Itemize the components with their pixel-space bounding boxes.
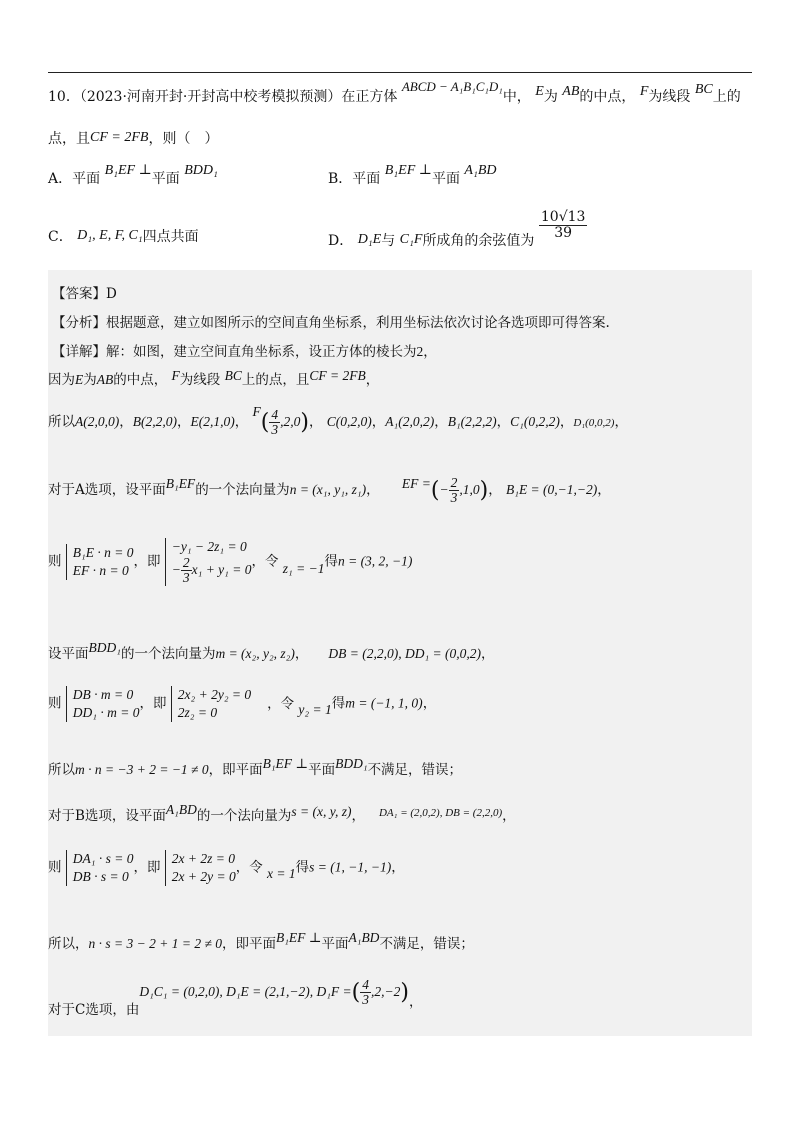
text-frag: ，即平面 [208, 762, 263, 778]
math: B₁EF ⊥ [104, 163, 152, 178]
minus: − [439, 482, 449, 498]
option-a-normal-line [48, 476, 611, 505]
math: 2 [416, 344, 424, 359]
math: C₁F [399, 232, 423, 248]
paren: ) [479, 478, 489, 504]
paren: ) [400, 980, 409, 1006]
math: x = 1 [267, 865, 296, 881]
frac [181, 556, 192, 585]
text-frag: 得 [324, 553, 338, 570]
sep: ， [614, 414, 628, 431]
sep: ， [308, 414, 323, 431]
eq: DD₁ · m = 0 [72, 705, 140, 721]
text-frag: 为线段 [648, 89, 691, 105]
fraction-denominator: 39 [554, 224, 573, 241]
math: A₁BD [464, 163, 497, 178]
math: B₁EF ⊥ [275, 930, 322, 945]
point-F-label: F [252, 404, 261, 420]
text-frag: 得 [331, 695, 346, 712]
option-b-system-line [48, 850, 405, 886]
rest: ,1,0 [459, 482, 480, 498]
math: D₁E [357, 232, 382, 248]
text-frag: 四点共面 [142, 229, 199, 245]
text-frag: ， [391, 859, 405, 876]
equation-system [165, 538, 252, 586]
option-c-line [48, 977, 423, 1019]
equation-system [66, 850, 134, 886]
math: AB [96, 372, 114, 387]
math: CF = 2FB [309, 368, 366, 383]
text-frag: 所以， [48, 936, 89, 952]
text-frag: 上的点，且 [241, 372, 310, 388]
text-frag: 中， [502, 89, 531, 105]
text-frag: 上的 [712, 89, 741, 105]
point-A: A(2,0,0) [75, 414, 120, 430]
option-c [48, 226, 199, 246]
math: B₁EF ⊥ [262, 756, 309, 771]
math: B₁EF ⊥ [384, 163, 432, 178]
math: n = (3, 2, −1) [337, 553, 413, 569]
equation-system [66, 544, 134, 580]
sep: ， [371, 414, 386, 431]
option-label: D． [328, 233, 354, 250]
text-frag: 的一个法向量为 [195, 482, 290, 499]
text-frag: ，令 [251, 553, 279, 570]
condition: CF = 2FB [90, 130, 149, 145]
text-frag: 平面 [151, 171, 180, 187]
math: DA₁ = (2,0,2), DB = (2,2,0) [378, 807, 503, 819]
text-frag: 所成角的余弦值为 [422, 233, 535, 250]
text-frag: 平面 [431, 171, 460, 187]
math: A₁BD [348, 930, 380, 945]
text-frag: 则 [48, 553, 62, 570]
text-frag: ， [294, 646, 309, 662]
rest: ,2,−2 [371, 984, 401, 1000]
eq: DB · m = 0 [72, 687, 134, 702]
sep: ， [119, 414, 133, 431]
den: 3 [450, 490, 458, 506]
math: s = (1, −1, −1) [309, 859, 392, 875]
option-label: A．平面 [48, 171, 101, 187]
text-frag: ， [481, 646, 495, 662]
text-frag: ， [351, 808, 365, 824]
cube-name: ABCD − A₁B₁C₁D₁ [401, 79, 503, 94]
text-frag: 平面 [308, 762, 336, 778]
math: s = (x, y, z) [291, 804, 352, 819]
num: 2 [182, 555, 190, 571]
text-frag: 则 [48, 695, 62, 712]
sep: ， [434, 414, 448, 431]
math-F: F [639, 84, 649, 99]
point-B1: B₁(2,2,2) [447, 414, 497, 430]
question-number: 10． [48, 89, 80, 105]
equation-system [171, 686, 251, 722]
point-C1: C₁(0,2,2) [510, 414, 560, 430]
point-D1: D₁(0,0,2) [573, 417, 615, 430]
option-a-system-line [48, 538, 412, 586]
num: 4 [362, 977, 370, 992]
text-frag: 因为 [48, 372, 75, 388]
math: m · n = −3 + 2 = −1 ≠ 0 [75, 762, 209, 777]
text-frag: 平面 [321, 936, 349, 952]
text-frag: 对于B选项，设平面 [48, 808, 166, 824]
option-b-normal-line [48, 804, 516, 824]
paren: ( [260, 410, 270, 436]
option-label: B．平面 [328, 171, 381, 187]
text-frag: ，即 [133, 553, 161, 570]
sep: ， [177, 414, 191, 431]
num: 2 [450, 475, 458, 490]
math-E: E [535, 84, 544, 99]
text-frag: ，令 [235, 859, 263, 876]
math: z₁ = −1 [282, 561, 325, 577]
den: 3 [362, 992, 370, 1008]
text-frag: 对于C选项，由 [48, 1002, 140, 1019]
text-frag: ， [365, 372, 380, 388]
fraction-numerator: 10√13 [540, 209, 586, 225]
bdd1-normal-line [48, 642, 495, 662]
point-B: B(2,2,0) [132, 414, 177, 430]
eq: x₁ + y₁ = 0 [191, 561, 252, 577]
math: DB = (2,2,0), DD₁ = (0,0,2) [328, 646, 482, 661]
question-line-1 [48, 79, 741, 106]
den: 3 [182, 570, 190, 586]
math: BC [224, 368, 242, 383]
eq: 2z₂ = 0 [177, 705, 218, 721]
sep: ， [496, 414, 511, 431]
den: 3 [271, 422, 279, 438]
coordinates-line [48, 404, 628, 438]
text-frag: 的中点， [113, 372, 168, 388]
line-because [48, 368, 379, 388]
text-frag: 所以 [48, 762, 75, 778]
math: n · s = 3 − 2 + 1 = 2 ≠ 0 [88, 936, 222, 951]
option-d [328, 209, 587, 250]
paren: ( [430, 478, 440, 504]
answer-line: 【答案】D [52, 286, 117, 302]
point-E: E(2,1,0) [190, 414, 235, 430]
text-frag: ，即 [139, 695, 167, 712]
eq: 2x₂ + 2y₂ = 0 [177, 687, 252, 702]
text-frag: 的一个法向量为 [196, 808, 292, 824]
point-A1: A₁(2,0,2) [385, 414, 435, 430]
math: n = (x₁, y₁, z₁) [289, 482, 367, 498]
vec-B1E: B₁E = (0,−1,−2) [506, 482, 598, 498]
math: A₁BD [165, 802, 197, 817]
math: D₁C₁ = (0,2,0), D₁E = (2,1,−2), D₁F = [139, 984, 352, 1000]
math: E [75, 372, 84, 387]
text-frag: 为线段 [179, 372, 221, 388]
analysis-line: 【分析】根据题意，建立如图所示的空间直角坐标系，利用坐标法依次讨论各选项即可得答案. [52, 315, 610, 331]
text-frag: ， [408, 994, 423, 1011]
math: m = (x₂, y₂, z₂) [215, 646, 295, 661]
math: B₁EF [165, 476, 196, 492]
text-frag: 不满足，错误； [367, 762, 463, 778]
text-frag: 为 [83, 372, 97, 388]
equation-system [66, 686, 140, 722]
text-frag: ， [366, 482, 380, 499]
text-frag: 点，且 [48, 131, 90, 147]
text-frag: 的中点， [579, 89, 636, 105]
paren: ) [300, 410, 309, 436]
eq: 2x + 2y = 0 [171, 869, 236, 885]
text-frag: ， [597, 482, 611, 499]
eq: −y₁ − 2z₁ = 0 [171, 539, 247, 554]
question-line-2 [48, 128, 218, 148]
text-frag: ， [422, 695, 437, 712]
text-frag: 设平面 [48, 646, 89, 662]
text-frag: 【详解】解：如图，建立空间直角坐标系，设正方体的棱长为 [52, 344, 417, 360]
text-frag: ，则（ ） [148, 131, 219, 147]
point-C: C(0,2,0) [326, 414, 372, 430]
eq: B₁E · n = 0 [72, 544, 134, 560]
text-frag: 为 [543, 89, 558, 105]
sep: ， [234, 414, 249, 431]
option-label: C． [48, 229, 73, 245]
eq: EF · n = 0 [72, 562, 129, 578]
sep: ， [488, 482, 502, 499]
option-b [328, 163, 497, 188]
math: D₁, E, F, C₁ [77, 228, 143, 243]
eq: DB · s = 0 [72, 869, 129, 885]
text-frag: 不满足，错误； [379, 936, 474, 952]
solution-panel [48, 270, 752, 1036]
dot-product-a-line [48, 758, 462, 778]
math: BDD₁ [335, 756, 368, 771]
text-frag: 得 [295, 859, 310, 876]
cosine-fraction [539, 210, 588, 240]
sep: ， [559, 414, 574, 431]
point-F-rest: ,2,0 [280, 414, 301, 430]
math: BDD₁ [88, 640, 121, 655]
point-F-frac [269, 408, 280, 437]
text-frag: ， [423, 344, 437, 360]
math-BC: BC [694, 82, 713, 97]
paren: ( [351, 980, 361, 1006]
text-frag: 对于A选项，设平面 [48, 482, 166, 499]
option-a [48, 163, 218, 188]
text-frag: 则 [48, 859, 62, 876]
eq: 2x + 2z = 0 [171, 851, 235, 866]
text-frag: ，即 [133, 859, 161, 876]
math: F [171, 368, 180, 383]
math: BDD₁ [184, 163, 218, 178]
text-frag: ，令 [267, 695, 295, 712]
bdd1-system-line [48, 686, 436, 722]
eq: DA₁ · s = 0 [72, 851, 134, 866]
vec-EF: EF = [401, 476, 431, 492]
frac [360, 978, 371, 1007]
equation-system [165, 850, 236, 886]
top-rule [48, 72, 752, 73]
minus: − [171, 561, 181, 577]
math: y₂ = 1 [298, 701, 332, 717]
text-frag: 所以 [48, 414, 75, 431]
detail-line [52, 340, 437, 360]
question-source: （2023·河南开封·开封高中校考模拟预测）在正方体 [79, 89, 398, 105]
text-frag: 与 [381, 233, 396, 250]
num: 4 [271, 407, 279, 422]
math: m = (−1, 1, 0) [345, 695, 423, 711]
frac [449, 476, 460, 505]
math-AB: AB [562, 84, 580, 99]
text-frag: ，即平面 [221, 936, 276, 952]
dot-product-b-line [48, 932, 474, 952]
text-frag: ， [502, 808, 516, 824]
text-frag: 的一个法向量为 [120, 646, 216, 662]
